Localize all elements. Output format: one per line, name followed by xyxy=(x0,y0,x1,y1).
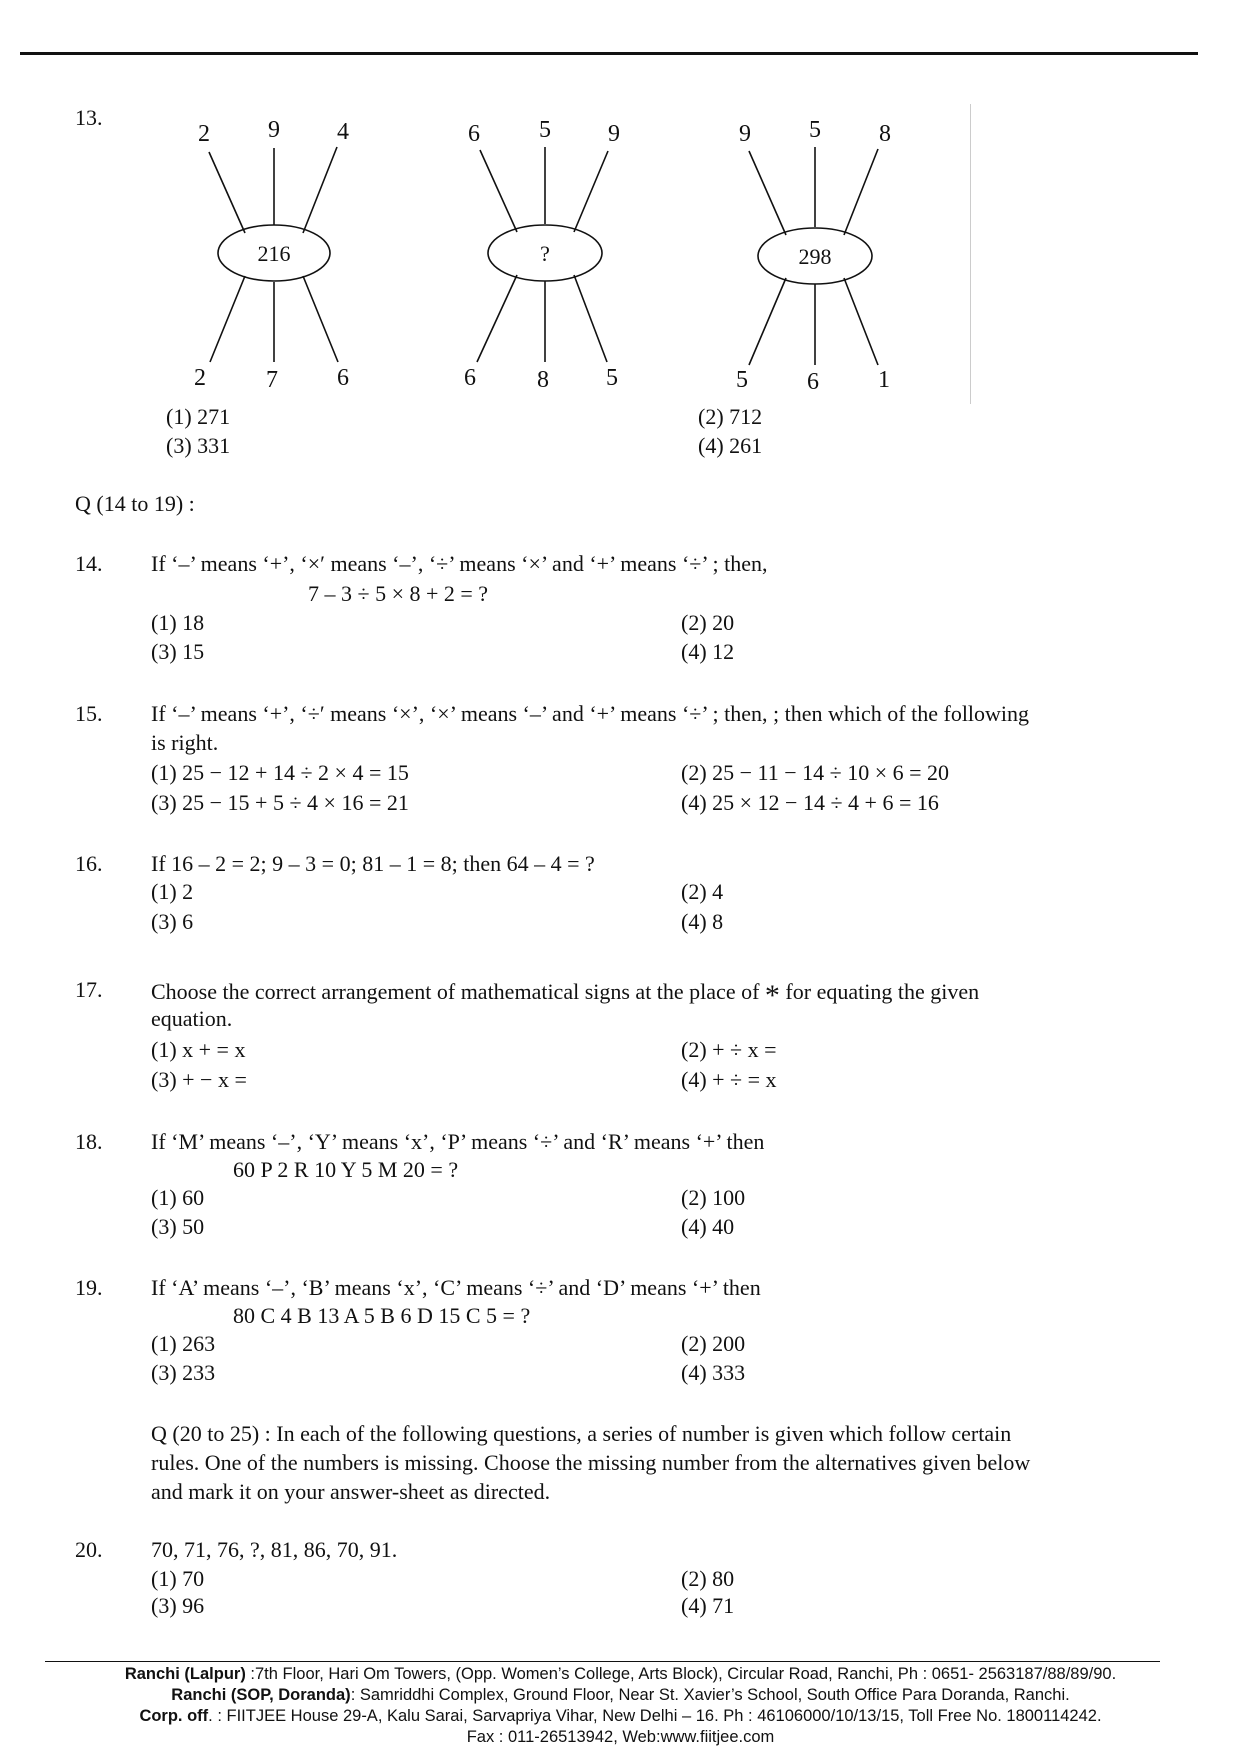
option: (2) 25 − 11 − 14 ÷ 10 × 6 = 20 xyxy=(681,760,950,785)
fig1-top-left: 2 xyxy=(198,121,210,147)
asterisk-symbol: * xyxy=(764,979,780,1012)
figure-edge-line xyxy=(970,104,971,404)
fig1-center: 216 xyxy=(257,241,291,266)
footer-label: Ranchi (Lalpur) xyxy=(124,1665,246,1683)
option: (3) + − x = xyxy=(151,1067,247,1092)
option: (1) 271 xyxy=(166,404,231,429)
footer-line-2 xyxy=(0,1685,1241,1706)
option: (3) 96 xyxy=(151,1593,205,1618)
fig3-bottom-left: 5 xyxy=(736,367,748,393)
option: (3) 25 − 15 + 5 ÷ 4 × 16 = 21 xyxy=(151,790,409,815)
fig3-bottom-right: 1 xyxy=(878,367,890,393)
footer-text: . : FIITJEE House 29-A, Kalu Sarai, Sarvapriya Vihar, New Delhi – 16. Ph : 46106000/10/13/15, Toll Free No. 1800114242. xyxy=(208,1707,1102,1725)
option: (2) + ÷ x = xyxy=(681,1037,777,1062)
option: (4) 25 × 12 − 14 ÷ 4 + 6 = 16 xyxy=(681,790,939,815)
question-text: equation. xyxy=(151,1006,233,1031)
footer-rule xyxy=(45,1661,1160,1662)
option: (1) 2 xyxy=(151,879,194,904)
footer-label: Ranchi (SOP, Doranda) xyxy=(171,1686,351,1704)
question-expression: 7 – 3 ÷ 5 × 8 + 2 = ? xyxy=(308,581,489,606)
question-text xyxy=(151,977,980,1012)
section-heading: Q (14 to 19) : xyxy=(75,491,195,516)
footer-line-3 xyxy=(0,1706,1241,1727)
fig3-center: 298 xyxy=(798,244,832,269)
option: (2) 100 xyxy=(681,1185,746,1210)
option: (4) 12 xyxy=(681,639,735,664)
fig1-top-center: 9 xyxy=(268,117,280,143)
fig3-top-right: 8 xyxy=(879,121,891,147)
footer-line-1 xyxy=(0,1664,1241,1685)
option: (2) 80 xyxy=(681,1566,735,1591)
option: (2) 4 xyxy=(681,879,724,904)
fig2-bottom-right: 5 xyxy=(606,365,618,391)
option: (2) 712 xyxy=(698,404,763,429)
option: (2) 20 xyxy=(681,610,735,635)
footer-text: :7th Floor, Hari Om Towers, (Opp. Women’s College, Arts Block), Circular Road, Ranchi, Ph : 0651- 2563187/88/89/90. xyxy=(245,1665,1117,1683)
option: (3) 15 xyxy=(151,639,205,664)
instruction-text: and mark it on your answer-sheet as directed. xyxy=(151,1479,551,1504)
q13-figure xyxy=(0,0,1241,420)
question-text: If ‘–’ means ‘+’, ‘÷′ means ‘×’, ‘×’ means ‘–’ and ‘+’ means ‘÷’ ; then, ; then which of the following xyxy=(151,701,1030,726)
option: (3) 50 xyxy=(151,1214,205,1239)
fig2-bottom-left: 6 xyxy=(464,365,476,391)
fig2-center: ? xyxy=(540,241,550,266)
fig2-bottom-center: 8 xyxy=(537,367,549,393)
fig1-bottom-right: 6 xyxy=(337,365,349,391)
fig3-top-center: 5 xyxy=(809,117,821,143)
question-expression: 80 C 4 B 13 A 5 B 6 D 15 C 5 = ? xyxy=(233,1303,531,1328)
instruction-text: Q (20 to 25) : In each of the following questions, a series of number is given which follow certain xyxy=(151,1421,1012,1446)
question-text: If ‘A’ means ‘–’, ‘B’ means ‘x’, ‘C’ means ‘÷’ and ‘D’ means ‘+’ then xyxy=(151,1275,761,1300)
fig2-top-left: 6 xyxy=(468,121,480,147)
question-text-part: Choose the correct arrangement of mathematical signs at the place of xyxy=(151,979,760,1004)
option: (4) 71 xyxy=(681,1593,735,1618)
question-number: 14. xyxy=(75,551,103,576)
option: (4) + ÷ = x xyxy=(681,1067,777,1092)
option: (1) x + = x xyxy=(151,1037,246,1062)
option: (3) 233 xyxy=(151,1360,216,1385)
option: (1) 263 xyxy=(151,1331,216,1356)
option: (3) 6 xyxy=(151,909,194,934)
option: (3) 331 xyxy=(166,433,231,458)
option: (1) 18 xyxy=(151,610,205,635)
option: (4) 333 xyxy=(681,1360,746,1385)
footer-label: Corp. off xyxy=(139,1707,209,1725)
fig1-bottom-center: 7 xyxy=(266,367,278,393)
question-text: If ‘–’ means ‘+’, ‘×′ means ‘–’, ‘÷’ means ‘×’ and ‘+’ means ‘÷’ ; then, xyxy=(151,551,768,576)
question-text: is right. xyxy=(151,730,219,755)
question-text-part: for equating the given xyxy=(785,979,980,1004)
question-number: 19. xyxy=(75,1275,103,1300)
question-text: 70, 71, 76, ?, 81, 86, 70, 91. xyxy=(151,1537,398,1562)
fig1-bottom-left: 2 xyxy=(194,365,206,391)
option: (4) 261 xyxy=(698,433,763,458)
fig3-bottom-center: 6 xyxy=(807,369,819,395)
option: (4) 8 xyxy=(681,909,724,934)
question-number: 15. xyxy=(75,701,103,726)
footer-text: : Samriddhi Complex, Ground Floor, Near St. Xavier’s School, South Office Para Doranda, Ranchi. xyxy=(350,1686,1070,1704)
fig1-top-right: 4 xyxy=(337,119,349,145)
option: (1) 25 − 12 + 14 ÷ 2 × 4 = 15 xyxy=(151,760,409,785)
question-text: If ‘M’ means ‘–’, ‘Y’ means ‘x’, ‘P’ means ‘÷’ and ‘R’ means ‘+’ then xyxy=(151,1129,765,1154)
fig2-top-center: 5 xyxy=(539,117,551,143)
question-expression: 60 P 2 R 10 Y 5 M 20 = ? xyxy=(233,1157,459,1182)
question-number: 13. xyxy=(75,105,103,130)
footer-line-4: Fax : 011-26513942, Web:www.fiitjee.com xyxy=(466,1728,775,1746)
instruction-text: rules. One of the numbers is missing. Choose the missing number from the alternatives given below xyxy=(151,1450,1031,1475)
question-number: 20. xyxy=(75,1537,103,1562)
option: (2) 200 xyxy=(681,1331,746,1356)
fig3-top-left: 9 xyxy=(739,121,751,147)
fig2-top-right: 9 xyxy=(608,121,620,147)
question-number: 17. xyxy=(75,977,103,1002)
question-text: If 16 – 2 = 2; 9 – 3 = 0; 81 – 1 = 8; then 64 – 4 = ? xyxy=(151,851,595,876)
option: (1) 60 xyxy=(151,1185,205,1210)
option: (1) 70 xyxy=(151,1566,205,1591)
question-number: 18. xyxy=(75,1129,103,1154)
option: (4) 40 xyxy=(681,1214,735,1239)
question-number: 16. xyxy=(75,851,103,876)
